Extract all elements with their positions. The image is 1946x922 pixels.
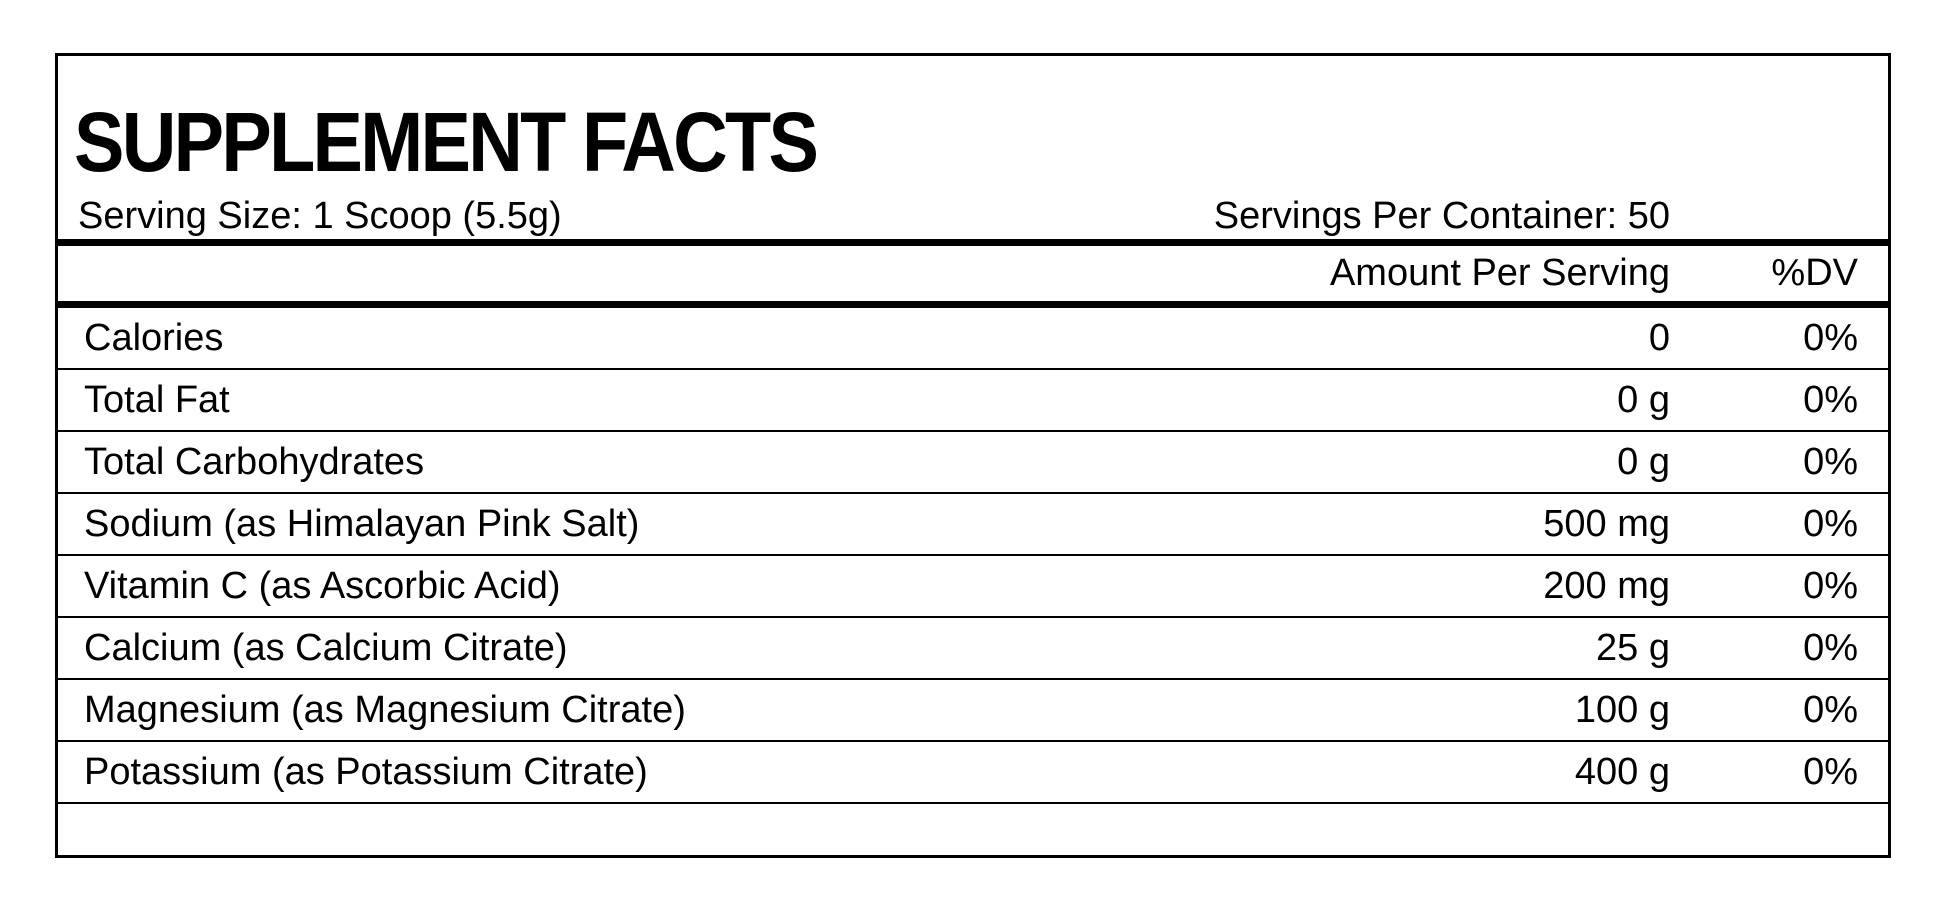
nutrient-amount: 0 g: [1617, 441, 1670, 483]
nutrient-dv: 0%: [1803, 379, 1858, 421]
table-row: [58, 432, 1888, 494]
nutrient-name: Calcium (as Calcium Citrate): [84, 627, 568, 669]
nutrient-amount: 200 mg: [1543, 565, 1670, 607]
nutrient-name: Total Carbohydrates: [84, 441, 425, 483]
nutrient-table: [58, 308, 1888, 804]
nutrient-name: Magnesium (as Magnesium Citrate): [84, 689, 686, 731]
nutrient-dv: 0%: [1803, 441, 1858, 483]
table-row: [58, 742, 1888, 804]
amount-per-serving-header: Amount Per Serving: [1329, 252, 1670, 294]
nutrient-amount: 25 g: [1596, 627, 1670, 669]
nutrient-dv: 0%: [1803, 689, 1858, 731]
nutrient-amount: 0: [1648, 317, 1670, 359]
table-row: [58, 494, 1888, 556]
nutrient-dv: 0%: [1803, 627, 1858, 669]
nutrient-amount: 500 mg: [1543, 503, 1670, 545]
nutrient-amount: 400 g: [1574, 751, 1670, 793]
nutrient-dv: 0%: [1803, 317, 1858, 359]
nutrient-amount: 100 g: [1574, 689, 1670, 731]
nutrient-dv: 0%: [1803, 565, 1858, 607]
nutrient-dv: 0%: [1803, 751, 1858, 793]
thick-divider: [58, 301, 1888, 308]
table-row: [58, 370, 1888, 432]
nutrient-name: Vitamin C (as Ascorbic Acid): [84, 565, 561, 607]
nutrient-dv: 0%: [1803, 503, 1858, 545]
dv-header: %DV: [1771, 252, 1858, 294]
nutrient-name: Potassium (as Potassium Citrate): [84, 751, 648, 793]
table-row: [58, 556, 1888, 618]
table-row: [58, 308, 1888, 370]
supplement-facts-panel: [55, 53, 1891, 858]
nutrient-name: Calories: [84, 317, 224, 359]
serving-size: Serving Size: 1 Scoop (5.5g): [78, 195, 562, 237]
nutrient-amount: 0 g: [1617, 379, 1670, 421]
panel-title: SUPPLEMENT FACTS: [74, 95, 817, 189]
thick-divider: [58, 239, 1888, 246]
table-row: [58, 618, 1888, 680]
servings-per-container: Servings Per Container: 50: [1213, 195, 1670, 237]
table-row: [58, 680, 1888, 742]
nutrient-name: Total Fat: [84, 379, 230, 421]
nutrient-name: Sodium (as Himalayan Pink Salt): [84, 503, 640, 545]
